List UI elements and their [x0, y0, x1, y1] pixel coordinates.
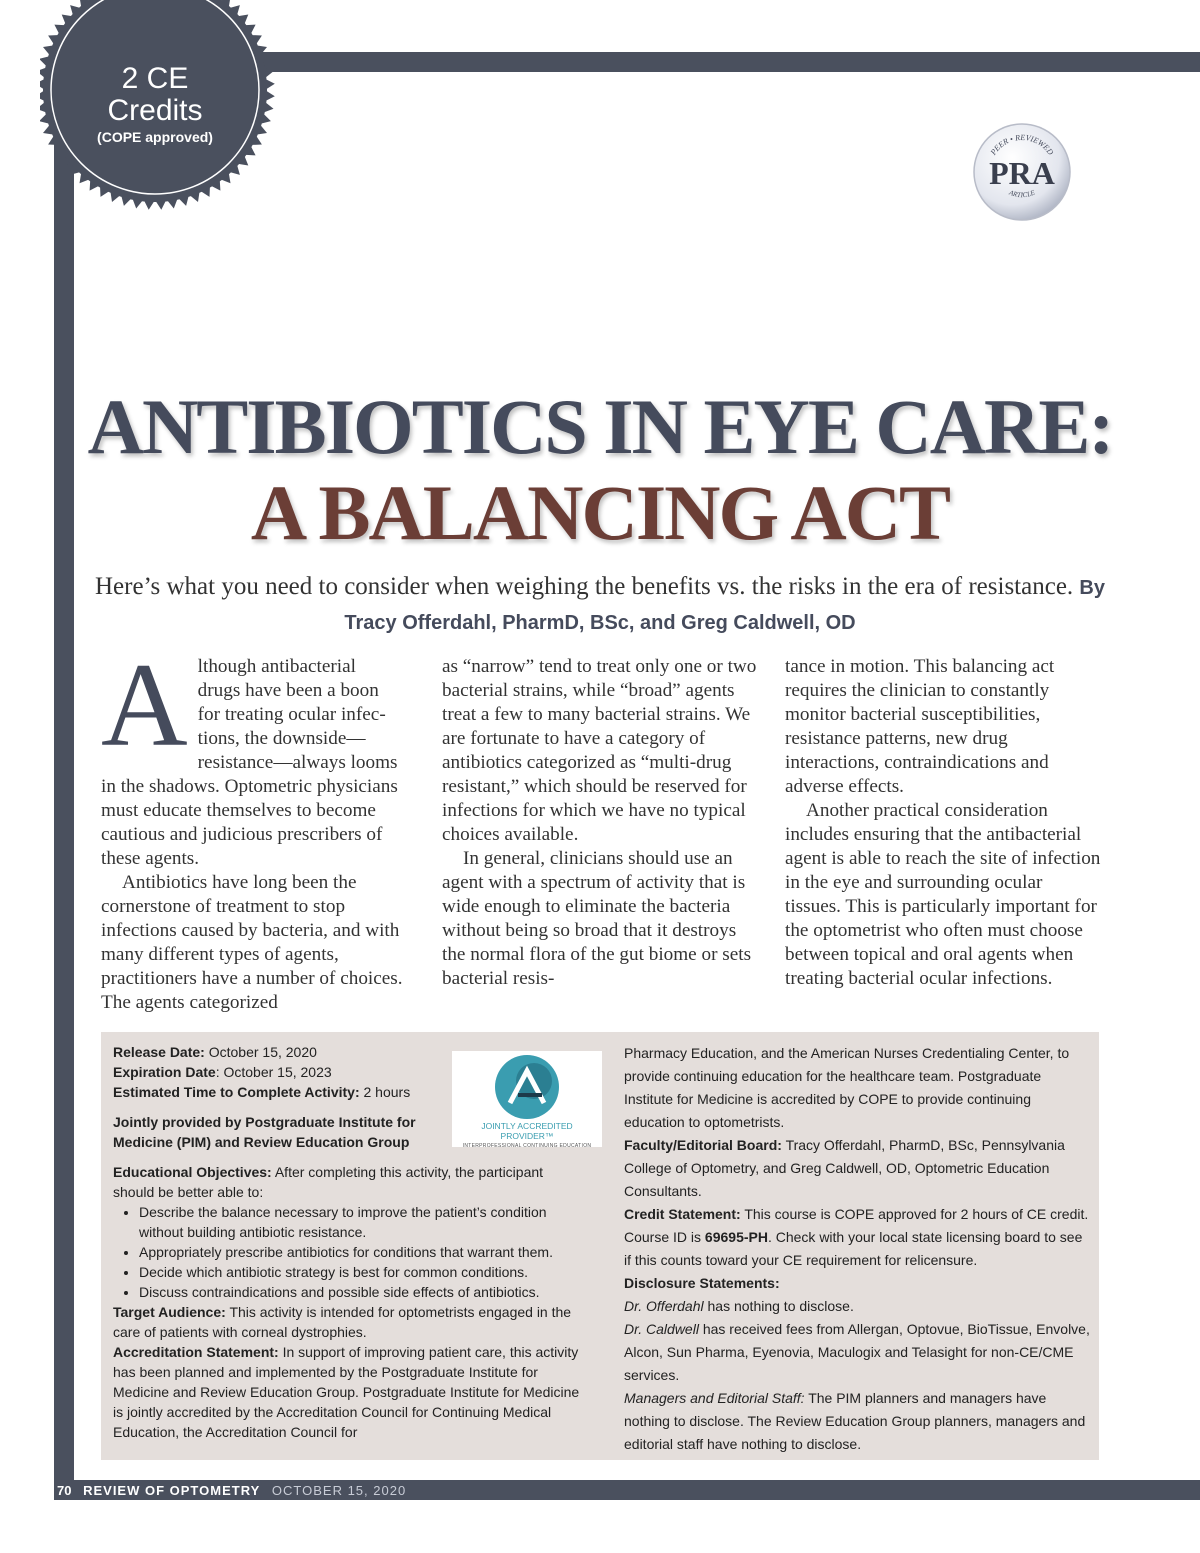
- jointly-accredited-logo: [452, 1051, 602, 1147]
- badge-monogram: PRA: [989, 155, 1055, 191]
- badge-bottom-text: ARTICLE: [1007, 188, 1037, 200]
- faculty-label: Faculty/Editorial Board:: [624, 1137, 782, 1153]
- caldwell-text: has received fees from Allergan, Optovue, BioTissue, Envolve, Alcon, Sun Pharma, Eyenovia, Maculogix and Telasight for non-CE/CME services.: [624, 1321, 1090, 1383]
- logo-caption: [456, 1121, 598, 1151]
- byline: By Tracy Offerdahl, PharmD, BSc, and Greg Caldwell, OD: [344, 577, 1105, 634]
- peer-reviewed-badge: [972, 122, 1072, 222]
- objectives-text: After completing this activity, the participant should be better able to:: [113, 1164, 544, 1200]
- paragraph: as “narrow” tend to treat only one or two bacterial strains, while “broad” agents treat a few to many bacterial strains. We are fortunate to have a category of antibiotics categorized as “multi-drug resistant,” which should be reserved for infections for which we have no typical choices available.: [442, 656, 757, 845]
- paragraph: Another practical consideration includes ensuring that the antibacterial agent is able to reach the site of infection in the eye and surrounding ocular tissues. This is particularly important for the optometrist who often must choose between topical and oral agents when treating bacterial ocular infections.: [785, 800, 1101, 989]
- article-deck: [80, 570, 1120, 640]
- accreditation-statement: [113, 1342, 583, 1442]
- body-column-3: [785, 655, 1101, 991]
- expiration-value: : October 15, 2023: [215, 1064, 332, 1080]
- credit-label: Credit Statement:: [624, 1206, 741, 1222]
- paragraph: In general, clinicians should use an agent with a spectrum of activity that is wide enough to eliminate the bacteria without being so broad that it destroys the normal flora of the gut biome or sets bacterial resis-: [442, 848, 752, 989]
- accreditation-label: Accreditation Statement:: [113, 1344, 279, 1360]
- time-label: Estimated Time to Complete Activity:: [113, 1084, 360, 1100]
- disclosure-caldwell: [624, 1318, 1092, 1387]
- left-frame-bar: [54, 52, 74, 1482]
- intro-line-4: tions, the downside—: [197, 728, 366, 749]
- issue-date: OCTOBER 15, 2020: [271, 1483, 407, 1498]
- expiration-label: Expiration Date: [113, 1064, 216, 1080]
- logo-subtext: INTERPROFESSIONAL CONTINUING EDUCATION: [462, 1143, 592, 1149]
- objective-item: • Decide which antibiotic strategy is best for common conditions.: [139, 1262, 583, 1282]
- staff-text: The PIM planners and managers have nothing to disclose. The Review Education Group planners, managers and editorial staff have nothing to disclose.: [624, 1390, 1086, 1452]
- intro-line-1: lthough antibacterial: [197, 656, 356, 677]
- ce-note: (COPE approved): [97, 129, 213, 145]
- page-footer: [57, 1483, 406, 1499]
- ce-credits-text: [80, 64, 230, 144]
- joint-provider: Jointly provided by Postgraduate Institute for Medicine (PIM) and Review Education Group: [113, 1114, 416, 1150]
- ce-word: Credits: [107, 94, 203, 127]
- caldwell-name: Dr. Caldwell: [624, 1321, 699, 1337]
- educational-objectives: [113, 1162, 583, 1202]
- body-column-2: [442, 655, 758, 991]
- logo-text: JOINTLY ACCREDITED PROVIDER™: [481, 1121, 573, 1141]
- audience-text: This activity is intended for optometrists engaged in the care of patients with corneal dystrophies.: [113, 1304, 572, 1340]
- objective-item: • Discuss contraindications and possible side effects of antibiotics.: [139, 1282, 583, 1302]
- jointly-accredited-logo-icon: [452, 1051, 602, 1121]
- offerdahl-text: has nothing to disclose.: [707, 1298, 854, 1314]
- intro-rest: resistance—always looms in the shadows. Optometric physicians must educate themselves to become cautious and judicious prescribers of these agents.: [101, 752, 398, 869]
- accreditation-text: In support of improving patient care, this activity has been planned and implemented by the Postgraduate Institute for Medicine and Review Education Group. Postgraduate Institute for Medicine is jointly accredited by the Accreditation Council for Continuing Medical Education, the Accreditation Council for: [113, 1344, 580, 1440]
- audience-label: Target Audience:: [113, 1304, 226, 1320]
- paragraph: Antibiotics have long been the cornerstone of treatment to stop infections caused by bacteria, and with many different types of agents, practitioners have a number of choices. The agents categorized: [101, 872, 403, 1013]
- ce-number: 2 CE: [121, 62, 189, 95]
- badge-top-text: PEER • REVIEWED: [988, 132, 1056, 157]
- info-right-column: [624, 1042, 1092, 1456]
- release-value: October 15, 2020: [208, 1044, 317, 1060]
- intro-line-2: drugs have been a boon: [197, 680, 379, 701]
- disclosure-heading: Disclosure Statements:: [624, 1275, 780, 1291]
- intro-line-3: for treating ocular infec-: [197, 704, 386, 725]
- title-line-2: A BALANCING ACT: [250, 469, 950, 556]
- paragraph-intro: [101, 638, 417, 871]
- paragraph: tance in motion. This balancing act requires the clinician to constantly monitor bacterial susceptibilities, resistance patterns, new drug interactions, contraindications and adverse effects.: [785, 656, 1055, 797]
- objective-item: • Describe the balance necessary to improve the patient’s condition without building antibiotic resistance.: [139, 1202, 583, 1242]
- credit-statement: [624, 1203, 1092, 1272]
- drop-cap: A: [101, 638, 188, 771]
- time-value: 2 hours: [363, 1084, 411, 1100]
- objective-item: • Appropriately prescribe antibiotics for conditions that warrant them.: [139, 1242, 583, 1262]
- title-line-1: ANTIBIOTICS IN EYE CARE:: [87, 383, 1113, 470]
- deck-text: Here’s what you need to consider when weighing the benefits vs. the risks in the era of resistance.: [94, 573, 1074, 600]
- offerdahl-name: Dr. Offerdahl: [624, 1298, 704, 1314]
- course-id: 69695-PH: [704, 1229, 768, 1245]
- disclosure-offerdahl: [624, 1295, 1092, 1318]
- objectives-list: [113, 1202, 583, 1302]
- body-column-1: [101, 638, 417, 1015]
- accreditation-continued: Pharmacy Education, and the American Nurses Credentialing Center, to provide continuing education for the healthcare team. Postgraduate Institute for Medicine is accredited by COPE to provide continuing education to optometrists.: [624, 1045, 1070, 1130]
- release-label: Release Date:: [113, 1044, 205, 1060]
- credit-text: This course is COPE approved for 2 hours of CE credit. Course ID is: [624, 1206, 1089, 1245]
- target-audience: [113, 1302, 583, 1342]
- page-number: 70: [57, 1483, 72, 1498]
- disclosure-staff: [624, 1387, 1092, 1456]
- faculty-text: Tracy Offerdahl, PharmD, BSc, Pennsylvania College of Optometry, and Greg Caldwell, OD, Optometric Education Consultants.: [624, 1137, 1065, 1199]
- magazine-name: REVIEW OF OPTOMETRY: [83, 1483, 261, 1498]
- faculty-board: [624, 1134, 1092, 1203]
- staff-label: Managers and Editorial Staff:: [624, 1390, 805, 1406]
- objectives-label: Educational Objectives:: [113, 1164, 272, 1180]
- credit-text-end: . Check with your local state licensing board to see if this counts toward your CE requirement for relicensure.: [624, 1229, 1083, 1268]
- article-title: [0, 383, 1200, 556]
